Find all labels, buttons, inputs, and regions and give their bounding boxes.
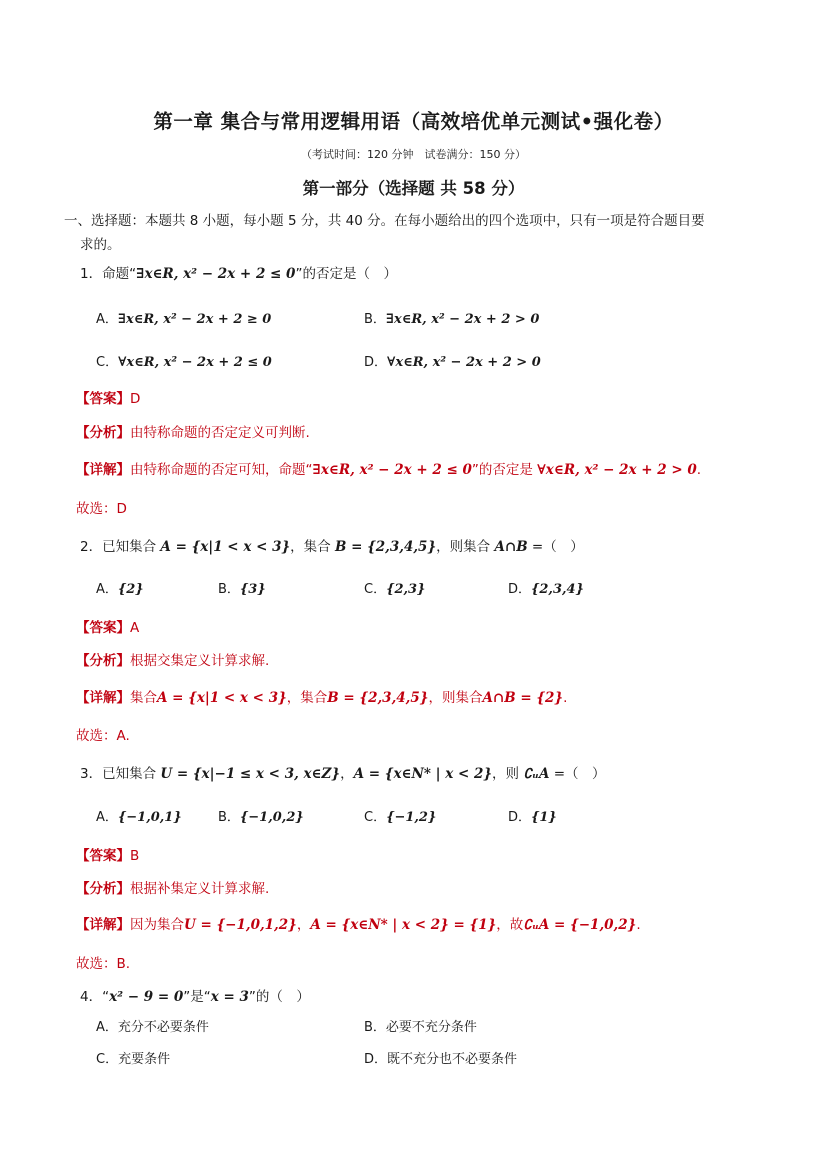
page-title: 第一章 集合与常用逻辑用语（高效培优单元测试•强化卷）	[153, 110, 674, 133]
question-4-option-c: C．充要条件	[96, 1052, 171, 1067]
question-1-answer: 【答案】D	[76, 391, 141, 407]
question-2-choice: 故选：A.	[76, 728, 130, 744]
question-4-option-a: A．充分不必要条件	[96, 1020, 209, 1035]
question-1-choice: 故选：D	[76, 501, 127, 517]
question-3-analysis: 【分析】根据补集定义计算求解.	[76, 881, 270, 897]
question-3-option-d: D．{1}	[508, 810, 557, 825]
question-2-option-d: D．{2,3,4}	[508, 582, 584, 597]
question-3-answer: 【答案】B	[76, 848, 140, 864]
part-heading: 第一部分（选择题 共 58 分）	[302, 179, 525, 198]
section-instruction-line2: 求的。	[80, 237, 121, 253]
exam-info: （考试时间：120 分钟 试卷满分：150 分）	[301, 148, 526, 161]
question-2-option-b: B．{3}	[218, 582, 266, 597]
question-1-option-a: A．∃x∈R, x² − 2x + 2 ≥ 0	[96, 312, 272, 327]
question-4-option-b: B．必要不充分条件	[364, 1020, 477, 1035]
question-3-option-c: C．{−1,2}	[364, 810, 437, 825]
question-4-stem: 4．“x² − 9 = 0”是“x = 3”的（ ）	[80, 989, 310, 1005]
question-2-detail: 【详解】集合A = {x|1 < x < 3}，集合B = {2,3,4,5}，则集合A∩B = {2}.	[76, 690, 568, 706]
question-3-option-b: B．{−1,0,2}	[218, 810, 304, 825]
question-1-option-d: D．∀x∈R, x² − 2x + 2 > 0	[364, 355, 541, 370]
question-2-option-c: C．{2,3}	[364, 582, 426, 597]
question-2-stem: 2．已知集合 A = {x|1 < x < 3}，集合 B = {2,3,4,5}，则集合 A∩B =（ ）	[80, 539, 584, 555]
question-2-option-a: A．{2}	[96, 582, 144, 597]
section-instruction-line1: 一、选择题：本题共 8 小题，每小题 5 分，共 40 分。在每小题给出的四个选项中，只有一项是符合题目要	[64, 213, 705, 229]
question-3-choice: 故选：B.	[76, 956, 131, 972]
question-1-option-c: C．∀x∈R, x² − 2x + 2 ≤ 0	[96, 355, 272, 370]
question-3-option-a: A．{−1,0,1}	[96, 810, 182, 825]
question-4-option-d: D．既不充分也不必要条件	[364, 1052, 518, 1067]
question-1-analysis: 【分析】由特称命题的否定定义可判断.	[76, 425, 310, 441]
question-3-detail: 【详解】因为集合U = {−1,0,1,2}，A = {x∈N* | x < 2} = {1}，故∁ᵤA = {−1,0,2}.	[76, 917, 641, 933]
question-1-stem: 1．命题“∃x∈R, x² − 2x + 2 ≤ 0”的否定是（ ）	[80, 266, 397, 282]
question-3-stem: 3．已知集合 U = {x|−1 ≤ x < 3, x∈Z}，A = {x∈N* | x < 2}，则 ∁ᵤA =（ ）	[80, 766, 606, 782]
question-1-option-b: B．∃x∈R, x² − 2x + 2 > 0	[364, 312, 540, 327]
question-2-analysis: 【分析】根据交集定义计算求解.	[76, 653, 270, 669]
question-1-detail: 【详解】由特称命题的否定可知，命题“∃x∈R, x² − 2x + 2 ≤ 0”的否定是 ∀x∈R, x² − 2x + 2 > 0.	[76, 462, 702, 478]
question-2-answer: 【答案】A	[76, 620, 140, 636]
